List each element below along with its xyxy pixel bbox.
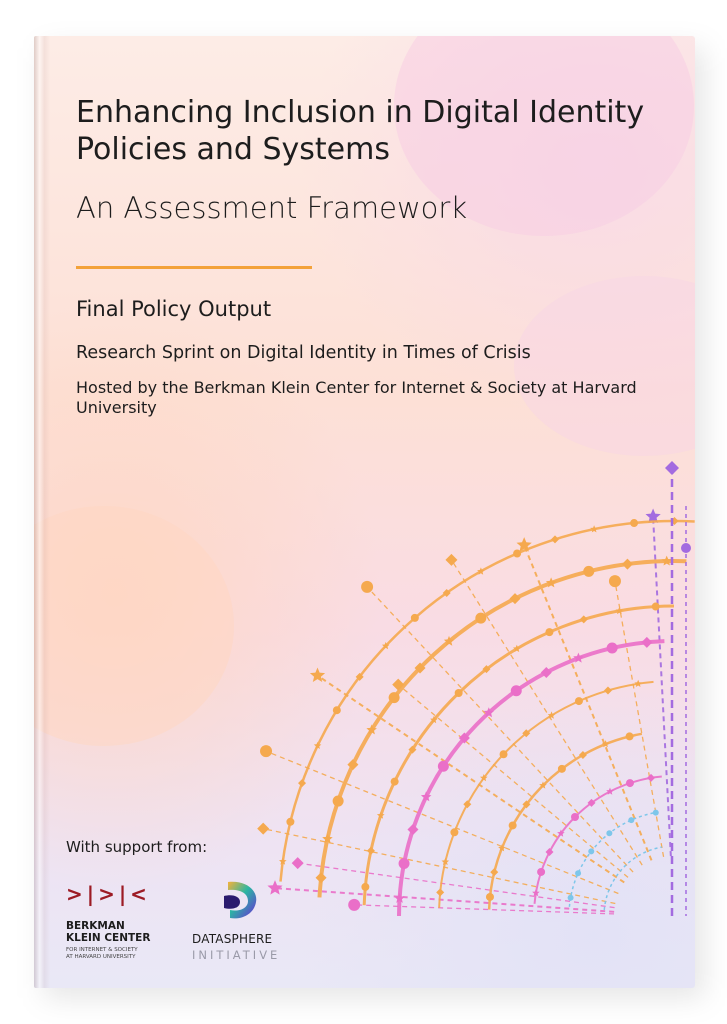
blue-arc	[604, 847, 662, 910]
circle-marker	[626, 732, 634, 740]
blue-arc	[569, 813, 655, 907]
circle-marker	[361, 581, 373, 593]
circle-marker	[606, 830, 612, 836]
circle-marker	[571, 813, 579, 821]
circle-marker	[450, 828, 458, 836]
diamond-marker	[665, 461, 679, 475]
circle-marker	[411, 614, 419, 622]
diamond-marker	[436, 888, 444, 896]
book-cover	[34, 36, 695, 988]
diamond-marker	[298, 779, 306, 787]
star-marker	[267, 880, 282, 895]
circle-marker	[511, 685, 522, 696]
circle-marker	[438, 761, 449, 772]
circle-marker	[630, 519, 638, 527]
circle-marker	[568, 895, 574, 901]
bkc-logo-name: BERKMAN KLEIN CENTER	[66, 920, 151, 944]
circle-marker	[486, 893, 494, 901]
diamond-marker	[647, 774, 655, 782]
support-label: With support from:	[66, 838, 208, 856]
circle-marker	[652, 603, 660, 611]
circle-marker	[475, 613, 486, 624]
diamond-marker	[546, 848, 554, 856]
diamond-marker	[407, 824, 418, 835]
circle-marker	[681, 543, 691, 553]
circle-marker	[537, 868, 545, 876]
circle-marker	[286, 818, 294, 826]
circle-marker	[399, 858, 410, 869]
circle-marker	[626, 779, 634, 787]
circle-marker	[391, 778, 399, 786]
diamond-marker	[641, 637, 652, 648]
dashed-ray	[318, 676, 625, 883]
diamond-marker	[257, 823, 269, 835]
cover-subtitle: An Assessment Framework	[76, 191, 468, 225]
diamond-marker	[580, 615, 588, 623]
circle-marker	[509, 821, 517, 829]
circle-marker	[389, 692, 400, 703]
dashed-ray	[524, 545, 651, 860]
sprint-label: Research Sprint on Digital Identity in Times of Crisis	[76, 343, 531, 363]
diamond-marker	[490, 868, 498, 876]
circle-marker	[545, 628, 553, 636]
dashed-ray	[367, 587, 633, 872]
circle-marker	[348, 899, 360, 911]
star-marker	[590, 525, 598, 532]
circle-marker	[575, 870, 581, 876]
circle-marker	[575, 697, 583, 705]
diamond-marker	[292, 857, 304, 869]
circle-marker	[260, 745, 272, 757]
concentric-arc	[439, 682, 653, 908]
circle-marker	[500, 750, 508, 758]
cover-title: Enhancing Inclusion in Digital Identity Policies and Systems	[76, 95, 645, 167]
circle-marker	[361, 883, 369, 891]
circle-marker	[653, 810, 659, 816]
circle-marker	[609, 575, 621, 587]
circle-marker	[513, 549, 521, 557]
diamond-marker	[367, 847, 375, 855]
book-spine	[34, 36, 50, 988]
diamond-marker	[463, 800, 471, 808]
bkc-logo-mark: >|>|<	[66, 882, 151, 906]
star-marker	[634, 680, 642, 687]
accent-rule	[76, 266, 312, 269]
diamond-marker	[445, 554, 457, 566]
circle-marker	[333, 796, 344, 807]
dashed-ray	[451, 560, 642, 865]
datasphere-logo-name: DATASPHERE	[192, 932, 273, 946]
circle-marker	[588, 848, 594, 854]
circle-marker	[558, 765, 566, 773]
dashed-ray	[653, 517, 671, 857]
circle-marker	[607, 643, 618, 654]
output-label: Final Policy Output	[76, 297, 272, 321]
diamond-marker	[551, 535, 559, 543]
star-marker	[662, 556, 672, 566]
diamond-marker	[622, 559, 633, 570]
hosted-by-label: Hosted by the Berkman Klein Center for Internet & Society at Harvard University	[76, 378, 637, 417]
diamond-marker	[604, 686, 612, 694]
diamond-marker	[316, 872, 327, 883]
star-marker	[616, 607, 624, 614]
datasphere-logo-subtitle: INITIATIVE	[192, 948, 281, 962]
circle-marker	[333, 706, 341, 714]
circle-marker	[628, 817, 634, 823]
concentric-arc	[281, 521, 695, 882]
circle-marker	[583, 566, 594, 577]
datasphere-logo-icon	[220, 878, 260, 922]
bkc-logo-subtitle: FOR INTERNET & SOCIETY AT HARVARD UNIVERSITY	[66, 947, 138, 960]
dashed-ray	[275, 888, 614, 912]
circle-marker	[455, 689, 463, 697]
